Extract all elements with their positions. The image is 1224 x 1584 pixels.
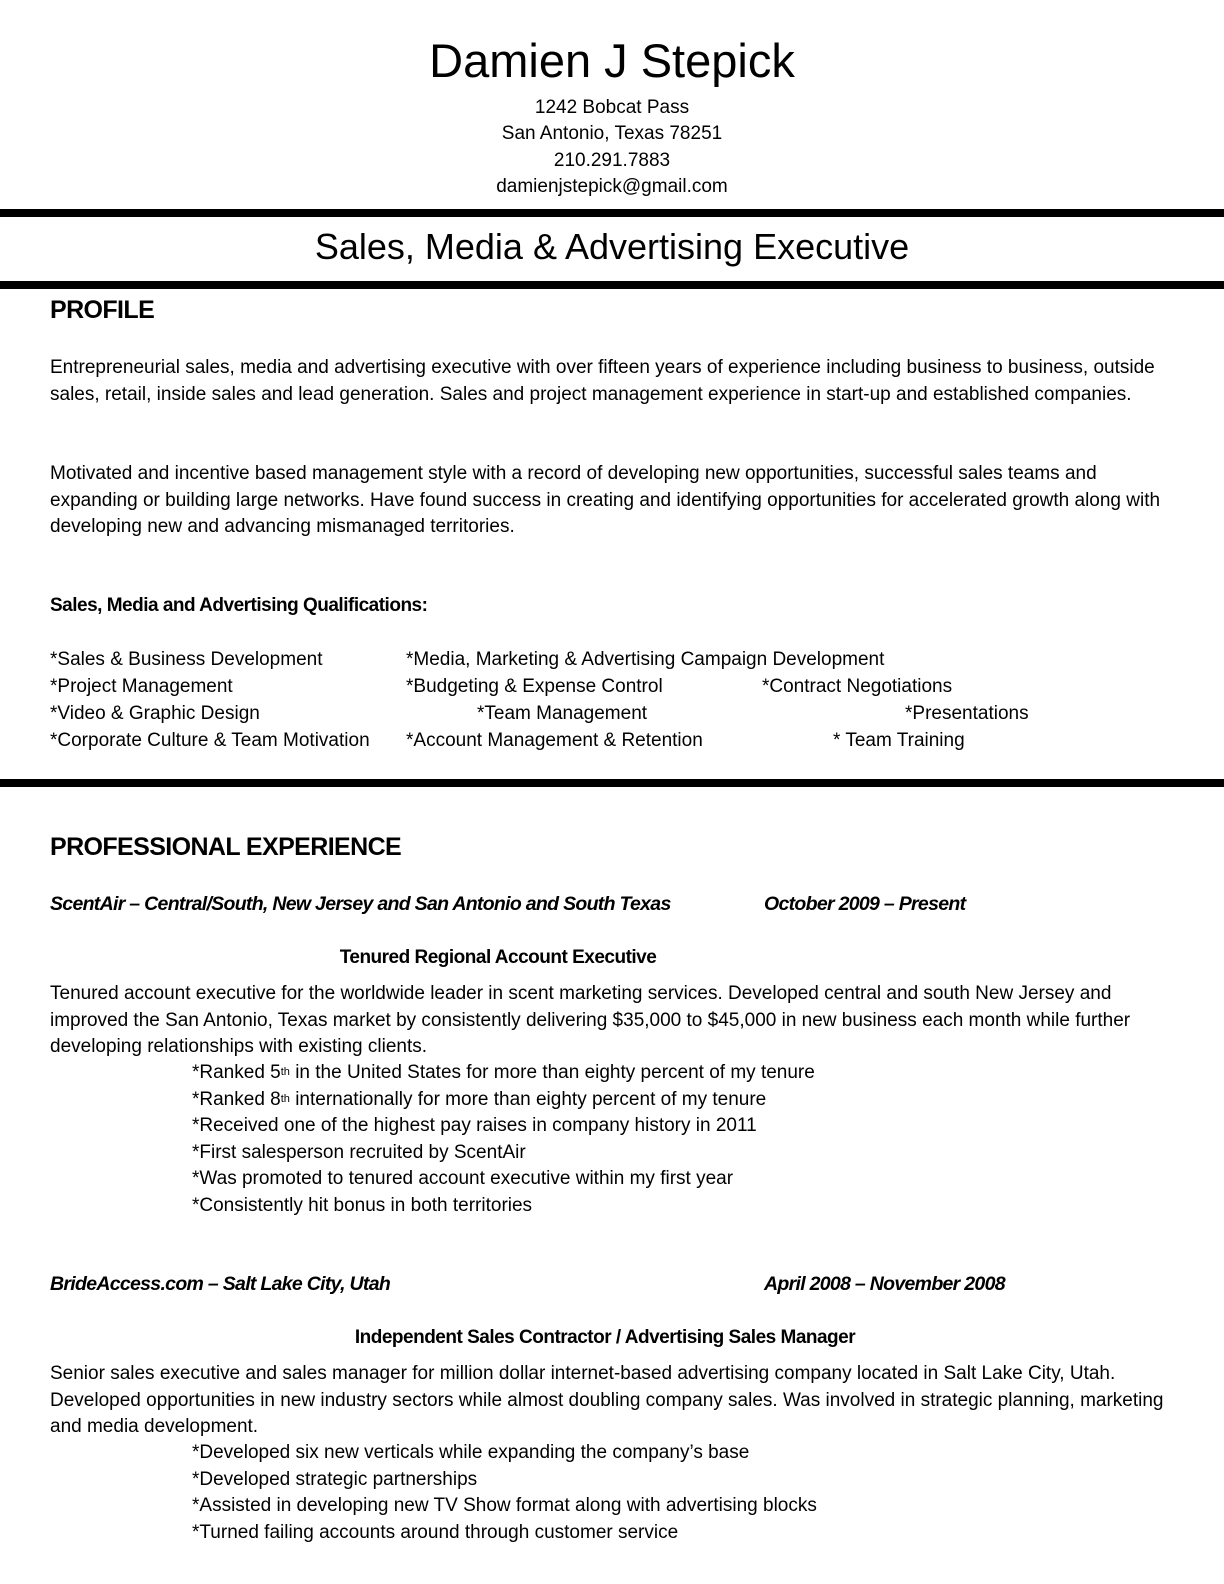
job-company: BrideAccess.com – Salt Lake City, Utah: [50, 1273, 391, 1295]
job-dates: October 2009 – Present: [764, 893, 966, 915]
qualification-item: *Contract Negotiations: [762, 676, 953, 697]
job-bullet: *Ranked 8th internationally for more than eighty percent of my tenure: [192, 1089, 767, 1110]
headline-divider: [0, 281, 1224, 289]
phone-number: 210.291.7883: [553, 150, 671, 171]
job-bullet: *Assisted in developing new TV Show format along with advertising blocks: [192, 1495, 817, 1516]
job-bullet: *First salesperson recruited by ScentAir: [192, 1142, 526, 1163]
job-dates: April 2008 – November 2008: [764, 1273, 1005, 1295]
job-role: Independent Sales Contractor / Advertising Sales Manager: [354, 1327, 856, 1348]
job-bullet: *Was promoted to tenured account executive within my first year: [192, 1168, 734, 1189]
qualification-item: * Team Training: [833, 730, 965, 751]
qualifications-divider: [0, 779, 1224, 787]
address-line-1: 1242 Bobcat Pass: [534, 97, 690, 118]
job-bullet: *Developed strategic partnerships: [192, 1469, 478, 1490]
job-bullet: *Turned failing accounts around through customer service: [192, 1522, 679, 1543]
qualification-item: *Budgeting & Expense Control: [406, 676, 663, 697]
job-bullet: *Consistently hit bonus in both territories: [192, 1195, 533, 1216]
qualification-item: *Media, Marketing & Advertising Campaign Development: [406, 649, 885, 670]
profile-paragraph-2: Motivated and incentive based management style with a record of developing new opportunities, successful sales teams and expanding or building large networks. Have found success in creating and identifying opportunities for accelerated growth along with developing new and advancing mismanaged territories.: [50, 463, 1161, 538]
email-address: damienjstepick@gmail.com: [496, 176, 728, 197]
job-bullet: *Ranked 5th in the United States for more than eighty percent of my tenure: [192, 1062, 815, 1083]
job-bullet: *Received one of the highest pay raises in company history in 2011: [192, 1115, 757, 1136]
qualification-item: *Project Management: [50, 676, 233, 697]
qualifications-heading: Sales, Media and Advertising Qualifications:: [50, 595, 428, 616]
profile-paragraph-1: Entrepreneurial sales, media and advertising executive with over fifteen years of experience including business to business, outside sales, retail, inside sales and lead generation. Sales and project management experience in start-up and established companies.: [50, 357, 1155, 405]
qualification-item: *Team Management: [477, 703, 648, 724]
job-role: Tenured Regional Account Executive: [339, 947, 657, 968]
job-description: Senior sales executive and sales manager for million dollar internet-based advertising company located in Salt Lake City, Utah. Developed opportunities in new industry sectors while almost doubling company sales. Was involved in strategic planning, marketing and media development.: [50, 1363, 1164, 1438]
qualification-item: *Video & Graphic Design: [50, 703, 260, 724]
job-company: ScentAir – Central/South, New Jersey and San Antonio and South Texas: [50, 893, 671, 915]
job-bullet: *Developed six new verticals while expanding the company’s base: [192, 1442, 750, 1463]
experience-heading: PROFESSIONAL EXPERIENCE: [50, 833, 402, 861]
qualification-item: *Corporate Culture & Team Motivation: [50, 730, 370, 751]
profile-heading: PROFILE: [50, 296, 155, 324]
qualification-item: *Presentations: [905, 703, 1029, 724]
qualification-item: *Account Management & Retention: [406, 730, 703, 751]
job-description: Tenured account executive for the worldwide leader in scent marketing services. Developed central and south New Jersey and improved the San Antonio, Texas market by consistently delivering $35,000 to $45,000 in new business each month while further developing relationships with existing clients.: [50, 983, 1131, 1058]
qualification-item: *Sales & Business Development: [50, 649, 323, 670]
address-line-2: San Antonio, Texas 78251: [501, 123, 723, 144]
candidate-name: Damien J Stepick: [429, 34, 795, 87]
professional-headline: Sales, Media & Advertising Executive: [314, 226, 910, 267]
top-divider: [0, 209, 1224, 217]
